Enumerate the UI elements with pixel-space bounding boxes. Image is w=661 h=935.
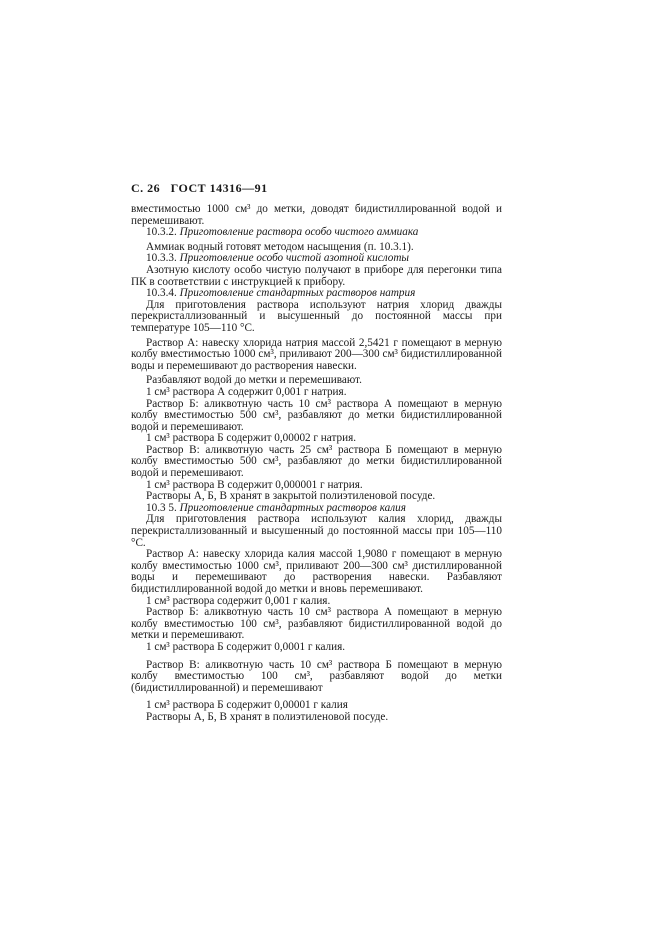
paragraph: вместимостью 1000 см³ до метки, доводят бидистиллированной водой и перемешивают. (131, 203, 502, 227)
paragraph: 1 см³ раствора А содержит 0,001 г натрия. (146, 385, 347, 398)
paragraph: Для приготовления раствора используют калия хлорид, дважды перекристаллизованный и высушенный до постоянной массы при 105—110 °С. (131, 513, 502, 549)
paragraph: Раствор А: навеску хлорида калия массой 1,9080 г помещают в мерную колбу вместимостью 1000 см³, приливают 200—300 см³ дистиллированной воды и перемешивают до растворения навески. Разбавляют бидистиллированной водой до метки и вновь перемешивают. (131, 548, 502, 595)
paragraph: Раствор В: аликвотную часть 25 см³ раствора Б помещают в мерную колбу вместимостью 500 см³, разбавляют до метки бидистиллированной водой и перемешивают. (131, 443, 502, 480)
paragraph: Для приготовления раствора используют натрия хлорид дважды перекристаллизованный и высушенный до постоянной массы при температуре 105—110 °С. (131, 298, 502, 334)
paragraph: Азотную кислоту особо чистую получают в приборе для перегонки типа ПК в соответствии с инструкцией к прибору. (131, 263, 502, 288)
paragraph: Растворы А, Б, В хранят в полиэтиленовой посуде. (146, 710, 389, 723)
paragraph: 1 см³ раствора Б содержит 0,0001 г калия. (146, 640, 346, 653)
page-header (131, 181, 268, 196)
paragraph: Раствор В: аликвотную часть 10 см³ раствора Б помещают в мерную колбу вместимостью 100 см³, разбавляют водой до метки (бидистиллированной) и перемешивают (131, 658, 502, 694)
document-body (131, 204, 502, 724)
section-heading: 10.3 5. Приготовление стандартных растворов калия (146, 501, 406, 514)
paragraph: Раствор Б: аликвотную часть 10 см³ раствора А помещают в мерную колбу вместимостью 100 см³, разбавляют бидистиллированной водой до метки и перемешивают. (131, 606, 502, 642)
paragraph: 1 см³ раствора Б содержит 0,00002 г натрия. (146, 432, 357, 445)
section-heading: 10.3.4. Приготовление стандартных растворов натрия (146, 287, 416, 300)
section-heading: 10.3.3. Приготовление особо чистой азотной кислоты (146, 252, 409, 265)
document-code: ГОСТ 14316—91 (170, 181, 268, 195)
paragraph: Аммиак водный готовят методом насыщения (п. 10.3.1). (146, 240, 414, 253)
section-heading: 10.3.2. Приготовление раствора особо чистого аммиака (146, 226, 419, 239)
paragraph: Раствор А: навеску хлорида натрия массой 2,5421 г помещают в мерную колбу вместимостью 1000 см³, приливают 200—300 см³ бидистиллированной воды и перемешивают до растворения навески. (131, 336, 502, 372)
paragraph: 1 см³ раствора В содержит 0,000001 г натрия. (146, 478, 363, 491)
paragraph: Разбавляют водой до метки и перемешивают. (146, 374, 362, 387)
page-number: С. 26 (131, 181, 161, 195)
paragraph: Растворы А, Б, В хранят в закрытой полиэтиленовой посуде. (146, 490, 436, 503)
paragraph: 1 см³ раствора Б содержит 0,00001 г калия (146, 699, 348, 712)
paragraph: 1 см³ раствора содержит 0,001 г калия. (146, 594, 331, 607)
paragraph: Раствор Б: аликвотную часть 10 см³ раствора А помещают в мерную колбу вместимостью 500 см³, разбавляют до метки бидистиллированной водой и перемешивают. (131, 397, 502, 433)
